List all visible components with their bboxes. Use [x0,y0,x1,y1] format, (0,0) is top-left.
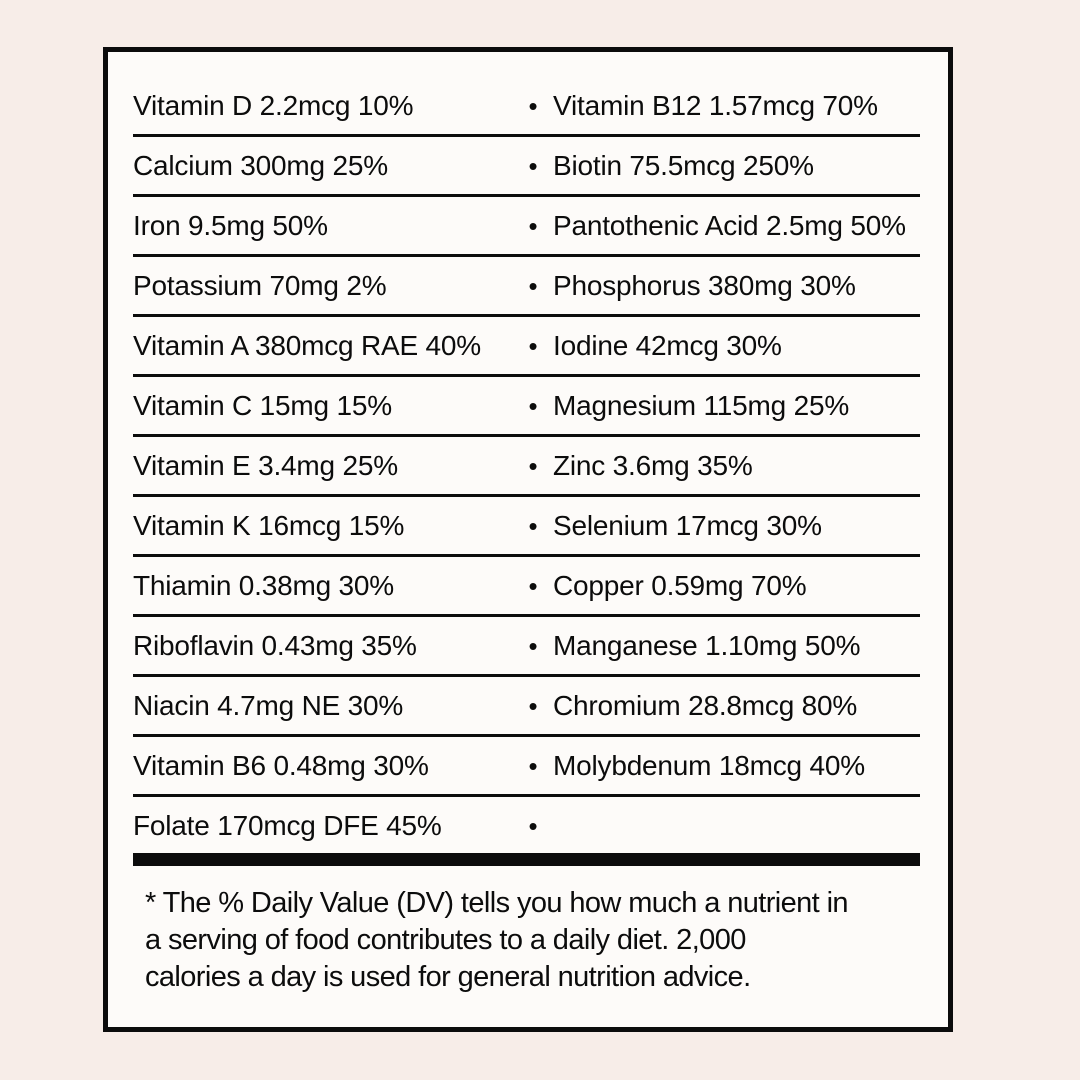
nutrient-left: Vitamin A 380mcg RAE 40% [133,329,481,361]
nutrient-left: Vitamin D 2.2mcg 10% [133,89,414,121]
bullet-icon: • [528,210,538,241]
nutrient-left: Vitamin E 3.4mg 25% [133,449,398,481]
nutrient-left: Vitamin B6 0.48mg 30% [133,749,429,781]
footnote-line: * The % Daily Value (DV) tells you how much a nutrient in [145,887,848,919]
nutrient-row [133,137,920,197]
nutrient-row [133,497,920,557]
nutrient-left: Thiamin 0.38mg 30% [133,569,394,601]
nutrient-right: Iodine 42mcg 30% [553,329,782,361]
nutrient-right: Chromium 28.8mcg 80% [553,689,858,721]
nutrient-left: Riboflavin 0.43mg 35% [133,629,417,661]
footnote-line: calories a day is used for general nutrition advice. [145,961,751,993]
nutrient-row [133,197,920,257]
bullet-icon: • [528,810,538,841]
nutrient-row [133,377,920,437]
bullet-icon: • [528,90,538,121]
nutrient-right: Selenium 17mcg 30% [553,509,822,541]
nutrient-right: Molybdenum 18mcg 40% [553,749,865,781]
nutrient-left: Folate 170mcg DFE 45% [133,809,442,841]
daily-value-footnote [133,885,920,996]
nutrient-right: Phosphorus 380mg 30% [553,269,856,301]
bullet-icon: • [528,450,538,481]
nutrient-right: Biotin 75.5mcg 250% [553,149,814,181]
nutrient-left: Niacin 4.7mg NE 30% [133,689,404,721]
nutrient-row [133,557,920,617]
nutrient-row [133,677,920,737]
nutrient-left: Vitamin K 16mcg 15% [133,509,405,541]
nutrient-row [133,737,920,797]
bullet-icon: • [528,750,538,781]
bullet-icon: • [528,390,538,421]
nutrient-row [133,617,920,677]
nutrient-row [133,257,920,317]
nutrient-left: Vitamin C 15mg 15% [133,389,392,421]
nutrient-row [133,437,920,497]
nutrient-right: Vitamin B12 1.57mcg 70% [553,89,878,121]
label-content [133,77,920,996]
nutrient-left: Iron 9.5mg 50% [133,209,328,241]
bullet-icon: • [528,570,538,601]
bullet-icon: • [528,330,538,361]
bullet-icon: • [528,690,538,721]
nutrient-row [133,77,920,137]
nutrient-right: Pantothenic Acid 2.5mg 50% [553,209,906,241]
nutrition-label-panel [103,47,953,1032]
nutrient-right: Magnesium 115mg 25% [553,389,850,421]
nutrient-left: Potassium 70mg 2% [133,269,387,301]
nutrient-left: Calcium 300mg 25% [133,149,388,181]
nutrient-right: Copper 0.59mg 70% [553,569,807,601]
thick-divider-bar [133,853,920,866]
nutrient-table [133,77,920,854]
nutrient-right: Manganese 1.10mg 50% [553,629,861,661]
bullet-icon: • [528,270,538,301]
bullet-icon: • [528,630,538,661]
nutrient-row [133,797,920,854]
nutrient-right: Zinc 3.6mg 35% [553,449,753,481]
bullet-icon: • [528,510,538,541]
footnote-line: a serving of food contributes to a daily diet. 2,000 [145,924,746,956]
nutrient-row [133,317,920,377]
bullet-icon: • [528,150,538,181]
